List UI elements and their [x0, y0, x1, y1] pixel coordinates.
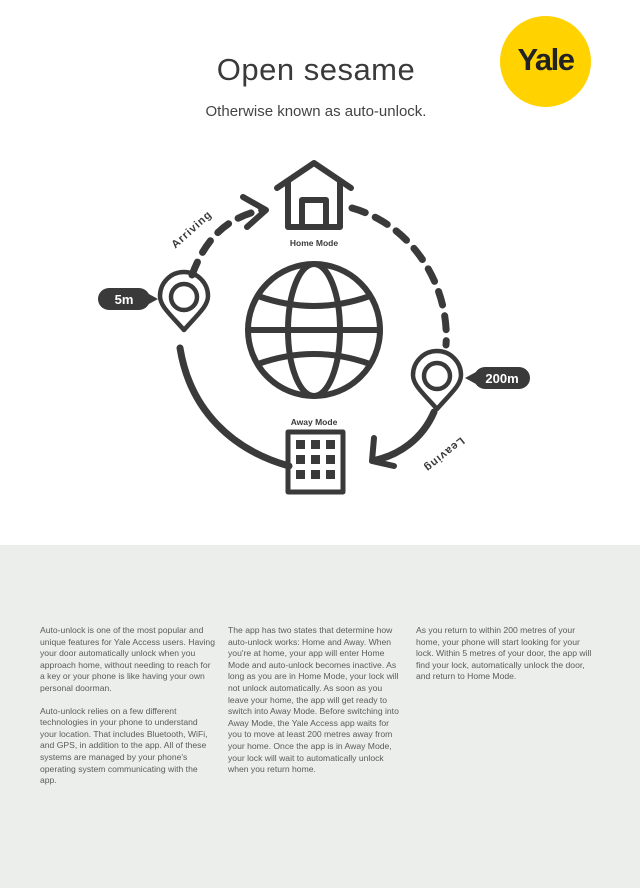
near-distance-badge — [98, 288, 158, 310]
near-distance-label: 5m — [114, 292, 134, 307]
leaving-label: Leaving — [421, 434, 467, 475]
arriving-label: Arriving — [169, 208, 215, 252]
location-pin-icon — [160, 272, 208, 330]
paragraph: Auto-unlock is one of the most popular and unique features for Yale Access users. Having your door automatically unlock when you approach home, without needing to reach for a key or your phone is like having your own personal doorman. — [40, 625, 215, 693]
body-column-2 — [228, 625, 404, 787]
building-windows — [296, 440, 335, 479]
page-subtitle: Otherwise known as auto-unlock. — [205, 103, 427, 120]
leaving-solid-path — [376, 412, 434, 460]
far-distance-badge — [465, 367, 530, 389]
page-title: Open sesame — [216, 52, 416, 87]
home-mode-label: Home Mode — [289, 238, 339, 248]
globe-icon — [248, 264, 380, 396]
leaving-dashed-path — [352, 208, 446, 345]
house-icon — [277, 163, 351, 227]
body-column-1 — [40, 625, 216, 798]
paragraph: As you return to within 200 metres of your home, your phone will start looking for your lock. Within 5 metres of your door, the app will find your lock, automatically unlock the door, and return to Home Mode. — [416, 625, 592, 682]
yale-logo-text: Yale — [517, 41, 574, 77]
return-solid-path — [180, 348, 289, 466]
away-mode-label: Away Mode — [290, 417, 338, 427]
far-distance-label: 200m — [485, 371, 519, 386]
paragraph: Auto-unlock relies on a few different technologies in your phone to understand your location. That includes Bluetooth, WiFi, and GPS, in addition to the app. All of these systems are managed by your phone's operating system communicating with the app. — [40, 705, 208, 786]
paragraph: The app has two states that determine how auto-unlock works: Home and Away. When you're at home, your app will enter Home Mode and auto-unlock becomes inactive. As long as you are in Home Mode, your lock will not unlock automatically. As soon as you leave your home, the app will get ready to switch into Away Mode. Before switching into Away Mode, the Yale Access app waits for you to move at least 200 metres away from your home. Once the app is in Away Mode, your lock will wait to automatically unlock when you return home. — [228, 625, 399, 775]
body-column-3 — [416, 625, 592, 694]
location-pin-icon — [413, 351, 461, 409]
